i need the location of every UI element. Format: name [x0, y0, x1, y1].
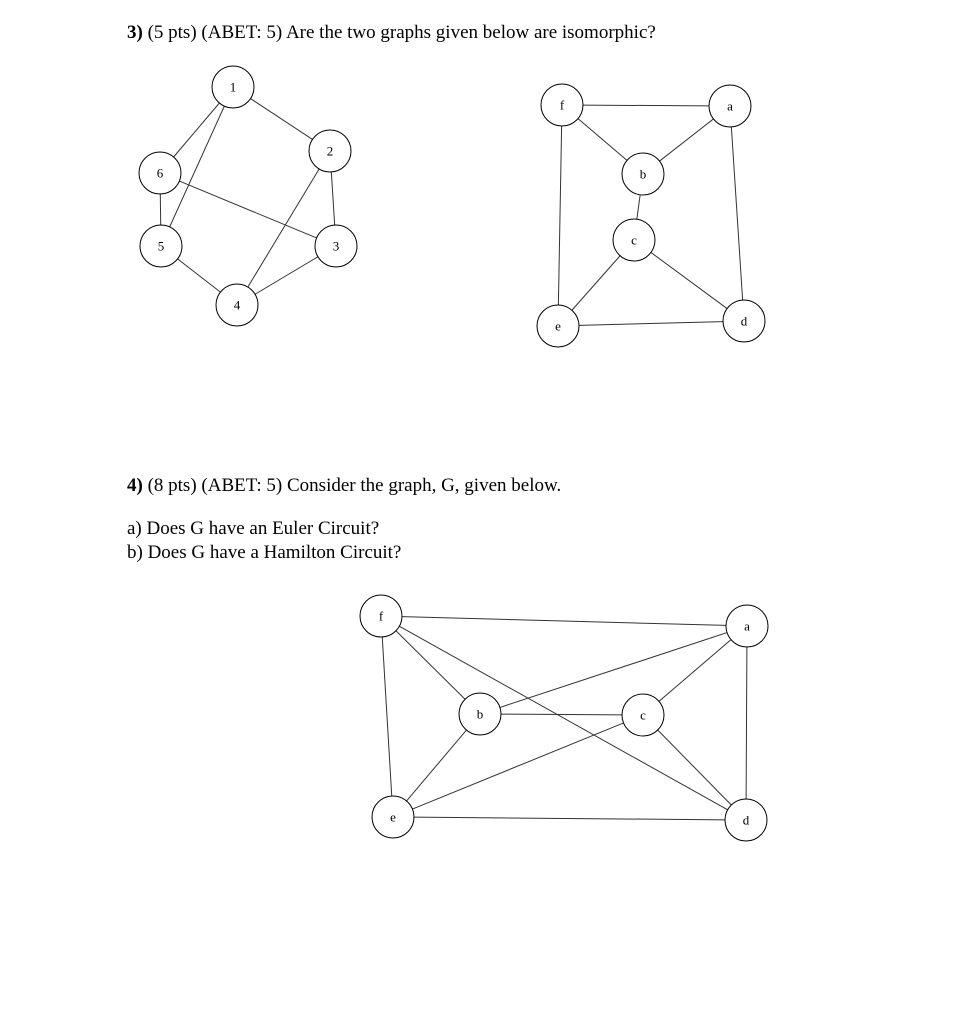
- question-4-number: 4): [127, 475, 143, 496]
- g3l-node-4-label: 4: [233, 297, 241, 313]
- question-3-number: 3): [127, 22, 143, 43]
- g3l-node-1-label: 1: [229, 79, 237, 95]
- question-4-part-a: a) Does G have an Euler Circuit?: [127, 518, 380, 539]
- g4-node-e: [372, 796, 414, 838]
- question-4-part-b: b) Does G have a Hamilton Circuit?: [127, 542, 402, 563]
- g3r-node-c: [613, 219, 655, 261]
- g3r-node-f-label: f: [559, 97, 565, 113]
- g4-edge-f-e: [382, 637, 391, 796]
- g3l-node-3: [315, 225, 357, 267]
- g4-node-b-label: b: [476, 706, 484, 722]
- g4-node-a: [726, 605, 768, 647]
- g4-edge-e-c: [412, 723, 623, 809]
- g4-node-c-label: c: [640, 707, 646, 723]
- graph-3-left: [139, 66, 357, 326]
- g4-edge-f-d: [399, 626, 727, 810]
- g4-edge-c-a: [659, 640, 731, 702]
- g3l-edge-2-4: [248, 169, 319, 287]
- g4-node-d: [725, 799, 767, 841]
- g3l-edge-1-2: [251, 99, 313, 140]
- question-3-text: (5 pts) (ABET: 5) Are the two graphs given below are isomorphic?: [142, 22, 656, 43]
- graph-3-right: [537, 84, 765, 347]
- g3l-edge-2-3: [331, 172, 334, 225]
- g3l-node-6: [139, 152, 181, 194]
- g4-edge-b-c: [501, 714, 622, 715]
- g3l-edge-6-3: [179, 181, 316, 238]
- g3l-node-2: [309, 130, 351, 172]
- g3r-node-a: [709, 85, 751, 127]
- g3r-edge-c-e: [572, 256, 620, 311]
- g4-node-c: [622, 694, 664, 736]
- g4-node-b: [459, 693, 501, 735]
- g3r-node-b: [622, 153, 664, 195]
- g3r-edge-e-d: [579, 322, 723, 326]
- g3r-node-e: [537, 305, 579, 347]
- g3r-edge-c-d: [651, 252, 727, 308]
- g3l-node-4: [216, 284, 258, 326]
- g3l-node-2-label: 2: [326, 143, 334, 159]
- g3r-edge-f-b: [578, 119, 627, 161]
- g3r-edge-f-a: [583, 105, 709, 106]
- g3r-edge-b-a: [660, 119, 714, 161]
- g4-edge-a-d: [746, 647, 747, 799]
- g3r-edge-a-d: [731, 127, 742, 300]
- g4-node-f-label: f: [378, 608, 384, 624]
- g3l-edge-5-4: [178, 259, 221, 292]
- g3r-node-a-label: a: [727, 98, 733, 114]
- g4-node-e-label: e: [390, 809, 396, 825]
- g4-edge-f-a: [402, 617, 726, 626]
- g4-node-d-label: d: [742, 812, 750, 828]
- g4-node-f: [360, 595, 402, 637]
- g3l-node-5-label: 5: [157, 238, 165, 254]
- g3l-node-5: [140, 225, 182, 267]
- g3l-node-6-label: 6: [156, 165, 164, 181]
- question-4-text: (8 pts) (ABET: 5) Consider the graph, G, given below.: [142, 475, 562, 496]
- g3l-edge-4-3: [255, 257, 318, 294]
- g3r-node-c-label: c: [631, 232, 637, 248]
- g3r-edge-b-c: [637, 195, 640, 219]
- g4-edge-c-d: [658, 730, 732, 805]
- g3r-node-d: [723, 300, 765, 342]
- g3r-node-b-label: b: [639, 166, 647, 182]
- g3l-edge-1-6: [174, 103, 220, 157]
- graph-4-G: [360, 595, 768, 841]
- g3r-node-d-label: d: [740, 313, 748, 329]
- g3r-node-f: [541, 84, 583, 126]
- g4-edge-e-d: [414, 817, 725, 820]
- g4-node-a-label: a: [744, 618, 750, 634]
- g3r-node-e-label: e: [555, 318, 561, 334]
- g4-edge-b-a: [500, 633, 727, 708]
- g3l-node-1: [212, 66, 254, 108]
- g3l-node-3-label: 3: [332, 238, 340, 254]
- g3r-edge-f-e: [558, 126, 561, 305]
- g4-edge-f-b: [396, 631, 465, 699]
